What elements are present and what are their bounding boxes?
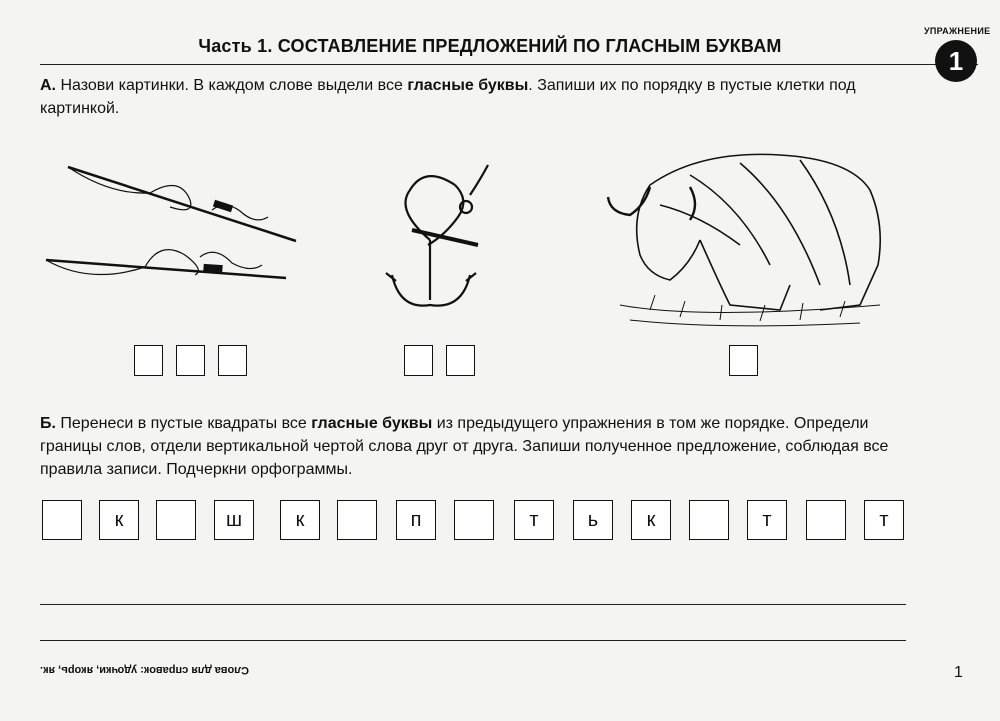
letter-box[interactable]: т (514, 500, 554, 540)
page-title: Часть 1. СОСТАВЛЕНИЕ ПРЕДЛОЖЕНИЙ ПО ГЛАСНЫМ БУКВАМ (198, 36, 782, 56)
yak-icon (608, 154, 880, 326)
letter-box[interactable] (42, 500, 82, 540)
task-a-letter: А. (40, 77, 56, 94)
page-number: 1 (954, 664, 963, 681)
letter-box[interactable]: т (747, 500, 787, 540)
task-b-text-2: из предыдущего упражнения в том же порядке. Определи границы слов, отдели вертикальной чертой слова друг от друга. Запиши полученное предложение, соблюдая все правила записи. Подчеркни орфограммы. (40, 415, 889, 478)
letter-box[interactable]: ь (573, 500, 613, 540)
picture-1-box-1[interactable] (134, 345, 163, 376)
letter-box[interactable] (337, 500, 377, 540)
fishing-rods-icon (46, 167, 296, 278)
pictures-area (0, 145, 1000, 345)
letter-box[interactable]: к (280, 500, 320, 540)
task-a-text-1: Назови картинки. В каждом слове выдели все (60, 77, 403, 94)
anchor-icon (386, 165, 488, 306)
picture-2-box-1[interactable] (404, 345, 433, 376)
letter-box[interactable]: к (99, 500, 139, 540)
letter-box[interactable]: т (864, 500, 904, 540)
task-a-text-2: . Запиши их по порядку в пустые клетки под картинкой. (40, 77, 856, 117)
letter-box[interactable] (454, 500, 494, 540)
picture-2-box-2[interactable] (446, 345, 475, 376)
task-b-bold: гласные буквы (311, 415, 433, 432)
task-b-text-1: Перенеси в пустые квадраты все (60, 415, 307, 432)
letter-box[interactable]: п (396, 500, 436, 540)
writing-line-2[interactable] (40, 640, 906, 641)
letter-box[interactable] (156, 500, 196, 540)
letter-box[interactable]: ш (214, 500, 254, 540)
exercise-label: УПРАЖНЕНИЕ (924, 26, 991, 36)
picture-1-box-2[interactable] (176, 345, 205, 376)
exercise-number-badge: 1 (935, 40, 977, 82)
task-a-instructions (40, 74, 920, 120)
reference-words-note: Слова для справок: удочки, якорь, як. (40, 664, 250, 676)
title-divider (40, 64, 978, 65)
task-a-bold: гласные буквы (407, 77, 529, 94)
task-b-instructions (40, 412, 920, 481)
task-b-letter: Б. (40, 415, 56, 432)
letter-box[interactable] (689, 500, 729, 540)
picture-1-box-3[interactable] (218, 345, 247, 376)
writing-line-1[interactable] (40, 604, 906, 605)
letter-box[interactable]: к (631, 500, 671, 540)
picture-3-box-1[interactable] (729, 345, 758, 376)
letter-box[interactable] (806, 500, 846, 540)
